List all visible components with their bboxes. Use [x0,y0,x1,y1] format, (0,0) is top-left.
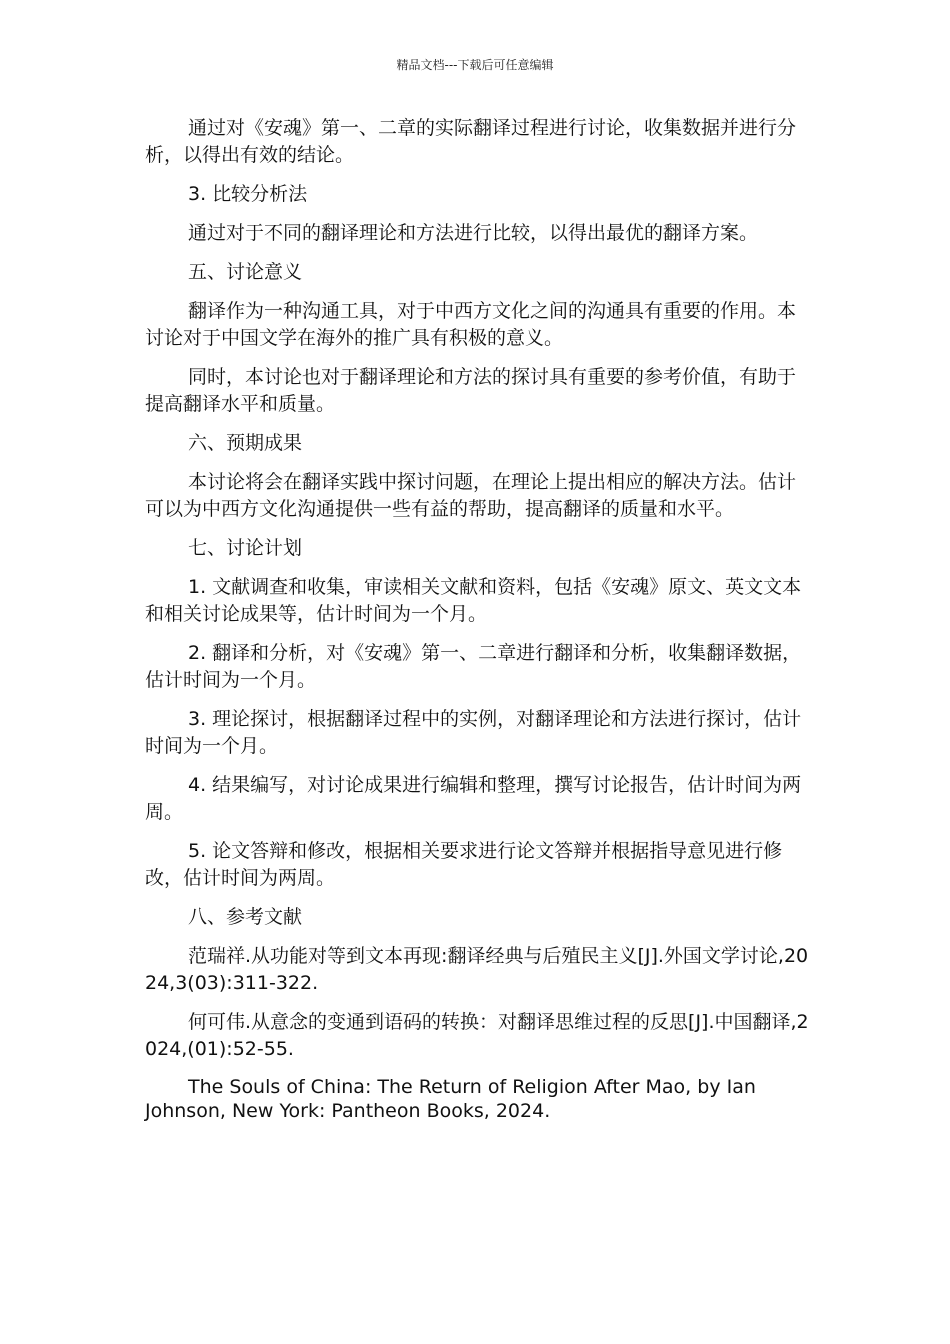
paragraph-significance-1: 翻译作为一种沟通工具，对于中西方文化之间的沟通具有重要的作用。本讨论对于中国文学在海外的推广具有积极的意义。 [145,300,797,349]
paragraph-expected-results: 本讨论将会在翻译实践中探讨问题，在理论上提出相应的解决方法。估计可以为中西方文化沟通提供一些有益的帮助，提高翻译的质量和水平。 [145,471,797,520]
paragraph-comparative-method: 通过对于不同的翻译理论和方法进行比较，以得出最优的翻译方案。 [188,222,759,244]
document-body [145,115,810,1135]
section-heading-plan: 七、讨论计划 [188,537,303,559]
section-heading-expected-results: 六、预期成果 [188,432,303,454]
plan-item-2: 2. 翻译和分析，对《安魂》第一、二章进行翻译和分析，收集翻译数据，估计时间为一个月。 [145,642,802,691]
reference-2: 何可伟.从意念的变通到语码的转换：对翻译思维过程的反思[J].中国翻译,2024,(01):52-55. [145,1011,809,1060]
plan-item-1: 1. 文献调查和收集，审读相关文献和资料，包括《安魂》原文、英文文本和相关讨论成果等，估计时间为一个月。 [145,576,802,625]
reference-1: 范瑞祥.从功能对等到文本再现:翻译经典与后殖民主义[J].外国文学讨论,2024,3(03):311-322. [145,945,809,994]
reference-3: The Souls of China: The Return of Religion After Mao, by Ian Johnson, New York: Pantheon Books, 2024. [145,1076,756,1122]
paragraph-significance-2: 同时，本讨论也对于翻译理论和方法的探讨具有重要的参考价值，有助于提高翻译水平和质量。 [145,366,797,415]
method-heading-comparative: 3. 比较分析法 [188,183,308,205]
plan-item-3: 3. 理论探讨，根据翻译过程中的实例，对翻译理论和方法进行探讨，估计时间为一个月。 [145,708,802,757]
section-heading-references: 八、参考文献 [188,906,303,928]
paragraph-research-method: 通过对《安魂》第一、二章的实际翻译过程进行讨论，收集数据并进行分析，以得出有效的结论。 [145,117,797,166]
plan-item-5: 5. 论文答辩和修改，根据相关要求进行论文答辩并根据指导意见进行修改，估计时间为两周。 [145,840,783,889]
section-heading-significance: 五、讨论意义 [188,261,303,283]
plan-item-4: 4. 结果编写，对讨论成果进行编辑和整理，撰写讨论报告，估计时间为两周。 [145,774,802,823]
page-header: 精品文档---下载后可任意编辑 [396,58,554,72]
